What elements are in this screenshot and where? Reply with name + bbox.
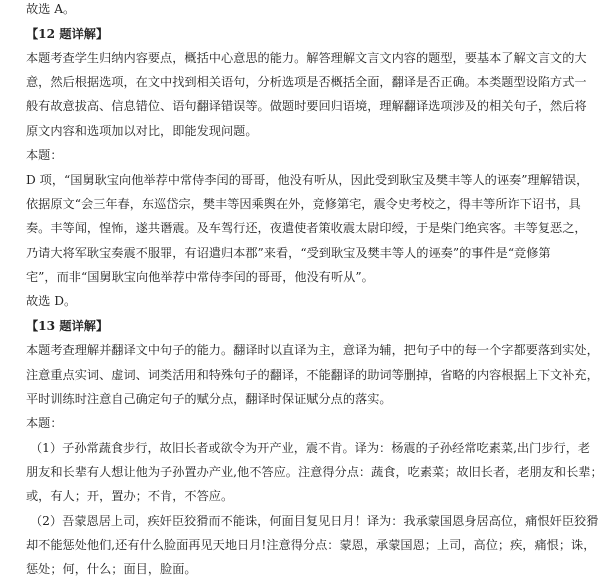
- paragraph-line: 原文内容和选项加以对比，即能发现问题。: [26, 124, 258, 138]
- paragraph-line: 本题考查学生归纳内容要点，概括中心意思的能力。解答理解文言文内容的题型，要基本了解文言文的大: [26, 51, 587, 65]
- section-heading-12: 【12 题详解】: [26, 27, 109, 41]
- paragraph-line: D 项，“国舅耿宝向他举荐中常侍李闰的哥哥，他没有听从，因此受到耿宝及樊丰等人的诬奏”理解错误，: [26, 173, 589, 187]
- subheading: 本题：: [26, 416, 63, 430]
- paragraph-line: （2）吾蒙恩居上司，疾奸臣狡猾而不能诛，何面目复见日月！译为：我承蒙国恩身居高位，痛恨奸臣狡猾: [30, 514, 599, 528]
- paragraph-line: 平时训练时注意自己确定句子的赋分点，翻译时保证赋分点的落实。: [26, 392, 392, 406]
- paragraph-line: 本题考查理解并翻译文中句子的能力。翻译时以直译为主，意译为辅，把句子中的每一个字都要落到实处，: [26, 343, 599, 357]
- paragraph-line: 般有故意拔高、信息错位、语句翻译错误等。做题时要回归语境，理解翻译选项涉及的相关句子，然后将: [26, 99, 587, 113]
- paragraph-line: 乃请大将军耿宝奏震不服罪，有诏遣归本郡”来看，“受到耿宝及樊丰等人的诬奏”的事件是“竞修第: [26, 246, 551, 260]
- paragraph-line: 意，然后根据选项，在文中找到相关语句，分析选项是否概括全面，翻译是否正确。本类题型设陷方式一: [26, 75, 587, 89]
- paragraph-line: 注意重点实词、虚词、词类活用和特殊句子的翻译，不能翻译的助词等删掉，省略的内容根据上下文补充，: [26, 368, 599, 382]
- paragraph-line: 奏。丰等闻，惶怖，遂共谮震。及车驾行还，夜遣使者策收震太尉印绶，于是柴门绝宾客。丰等复恶之，: [26, 221, 587, 235]
- paragraph-line: 或，有人；开，置办；不肯，不答应。: [26, 489, 234, 503]
- answer-line: 故选 A。: [26, 2, 76, 16]
- section-heading-13: 【13 题详解】: [26, 319, 109, 333]
- paragraph-line: 朋友和长辈有人想让他为子孙置办产业,他不答应。注意得分点：蔬食，吃素菜；故旧长者，老朋友和长辈；: [26, 465, 603, 479]
- paragraph-line: 依据原文“会三年春，东巡岱宗，樊丰等因乘舆在外，竞修第宅，震令史考校之，得丰等所诈下诏书，具: [26, 197, 581, 211]
- paragraph-line: 宅”，而非“国舅耿宝向他举荐中常侍李闰的哥哥，他没有听从”。: [26, 270, 374, 284]
- paragraph-line: 惩处；何，什么；面目，脸面。: [26, 562, 197, 576]
- subheading: 本题：: [26, 148, 63, 162]
- answer-line: 故选 D。: [26, 294, 77, 308]
- paragraph-line: 却不能惩处他们,还有什么脸面再见天地日月!注意得分点：蒙恩，承蒙国恩；上司，高位；疾，痛恨；诛，: [26, 538, 596, 552]
- paragraph-line: （1）子孙常蔬食步行，故旧长者或欲令为开产业，震不肯。译为：杨震的子孙经常吃素菜,出门步行，老: [30, 441, 591, 455]
